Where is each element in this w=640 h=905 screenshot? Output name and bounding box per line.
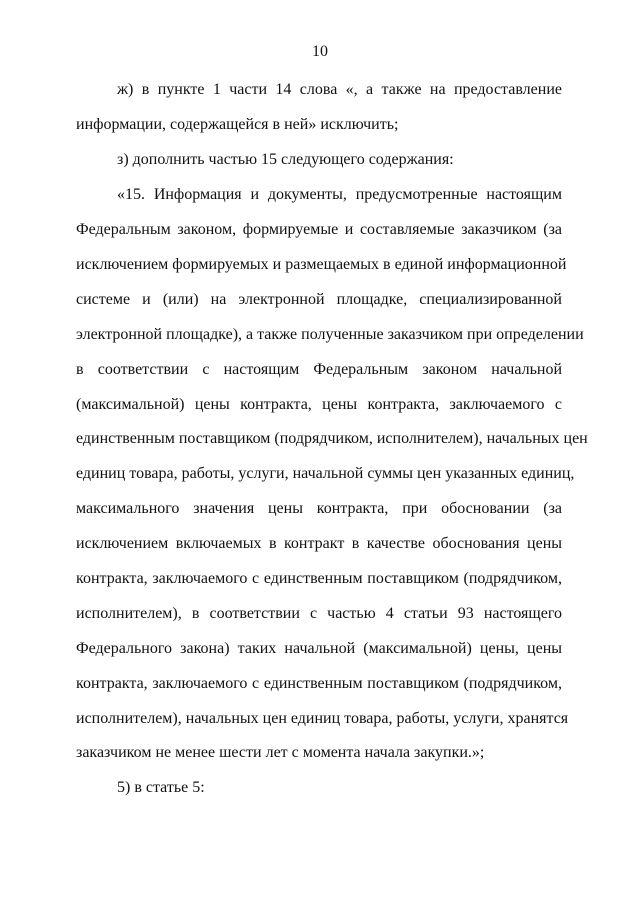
text-line: «15. Информация и документы, предусмотренные настоящим <box>117 186 562 203</box>
text-line: заказчиком не менее шести лет с момента начала закупки.»; <box>76 744 485 761</box>
text-line: исполнителем), в соответствии с частью 4 статьи 93 настоящего <box>76 605 562 622</box>
text-line: исключением формируемых и размещаемых в единой информационной <box>76 256 567 273</box>
text-line: информации, содержащейся в ней» исключить; <box>76 116 399 133</box>
text-line: ж) в пункте 1 части 14 слова «, а также на предоставление <box>117 81 562 98</box>
text-line: Федеральным законом, формируемые и составляемые заказчиком (за <box>76 221 562 238</box>
text-line: максимального значения цены контракта, при обосновании (за <box>76 500 562 517</box>
text-line: единственным поставщиком (подрядчиком, исполнителем), начальных цен <box>76 430 588 447</box>
text-line: в соответствии с настоящим Федеральным законом начальной <box>76 361 562 378</box>
page-number: 10 <box>312 43 328 60</box>
text-line: з) дополнить частью 15 следующего содержания: <box>117 151 454 168</box>
text-line: контракта, заключаемого с единственным поставщиком (подрядчиком, <box>76 675 562 692</box>
text-line: единиц товара, работы, услуги, начальной суммы цен указанных единиц, <box>76 465 575 482</box>
text-line: исключением включаемых в контракт в качестве обоснования цены <box>76 535 562 552</box>
text-line: (максимальной) цены контракта, цены контракта, заключаемого с <box>76 396 562 413</box>
text-line: Федерального закона) таких начальной (максимальной) цены, цены <box>76 640 562 657</box>
text-line: 5) в статье 5: <box>117 779 205 796</box>
text-line: системе и (или) на электронной площадке, специализированной <box>76 291 562 308</box>
text-line: исполнителем), начальных цен единиц товара, работы, услуги, хранятся <box>76 710 569 727</box>
text-line: электронной площадке), а также полученные заказчиком при определении <box>76 326 584 343</box>
text-line: контракта, заключаемого с единственным поставщиком (подрядчиком, <box>76 570 562 587</box>
